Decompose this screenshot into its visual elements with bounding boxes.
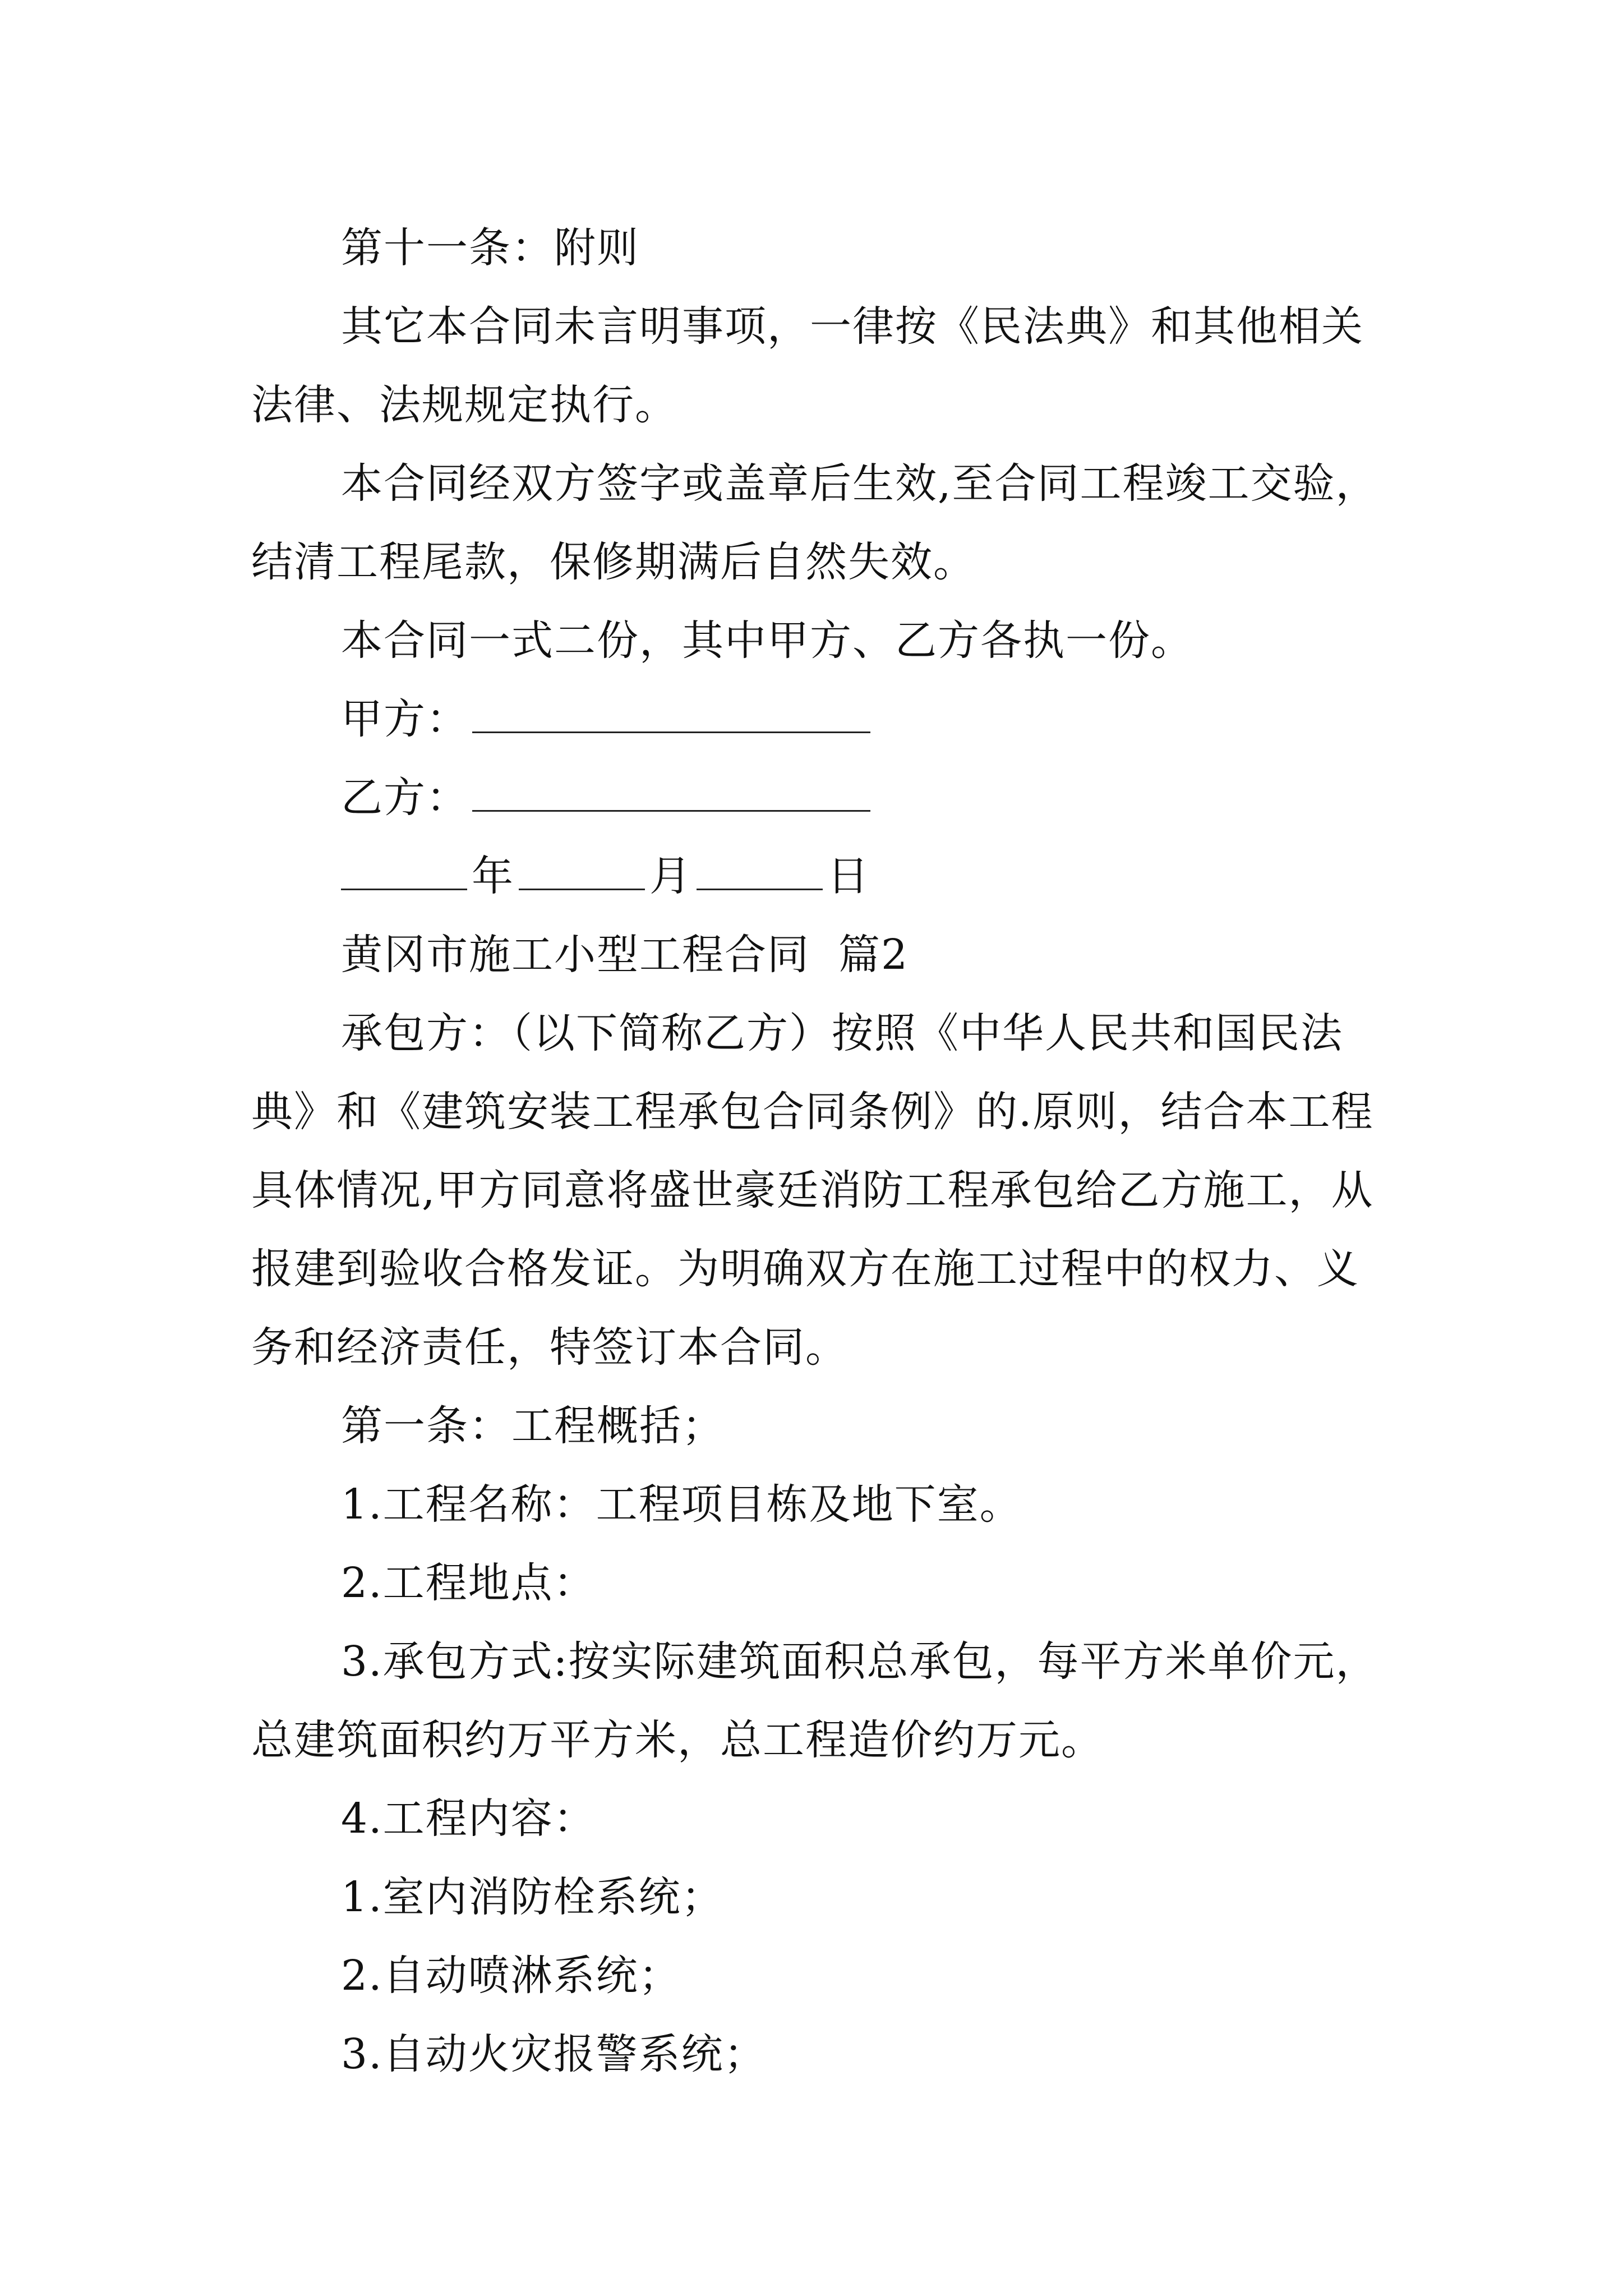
year-blank <box>341 849 467 890</box>
day-label: 日 <box>827 852 870 900</box>
list-item: 3.自动火灾报警系统； <box>341 2030 767 2078</box>
paragraph: 本合同一式二份，其中甲方、乙方各执一份。 <box>341 616 1193 665</box>
list-item: 4.工程内容： <box>341 1795 596 1843</box>
list-item: 3.承包方式:按实际建筑面积总承包，每平方米单价元，总建筑面积约万平方米，总工程造价约万元。 <box>251 1637 1378 1764</box>
party-b-blank <box>472 771 870 812</box>
section-2-title: 黄冈市施工小型工程合同 篇2 <box>341 931 909 979</box>
paragraph: 其它本合同未言明事项，一律按《民法典》和其他相关法律、法规规定执行。 <box>251 302 1364 429</box>
article-11-heading: 第十一条：附则 <box>341 224 639 272</box>
party-b-label: 乙方： <box>341 774 469 822</box>
month-label: 月 <box>649 852 692 900</box>
list-item: 1.室内消防栓系统； <box>341 1873 724 1921</box>
list-item: 2.工程地点： <box>341 1559 596 1607</box>
document-body <box>251 209 1395 2093</box>
article-1-heading: 第一条：工程概括； <box>341 1402 725 1450</box>
party-a-blank <box>472 692 870 733</box>
day-blank <box>697 849 823 890</box>
month-blank <box>519 849 645 890</box>
list-item: 1.工程名称：工程项目栋及地下室。 <box>341 1480 1022 1529</box>
party-a-signature-line <box>251 680 1395 758</box>
party-b-signature-line <box>251 758 1395 837</box>
list-item: 2.自动喷淋系统； <box>341 1952 681 2000</box>
paragraph: 承包方：（以下简称乙方）按照《中华人民共和国民法典》和《建筑安装工程承包合同条例》的.原则，结合本工程具体情况,甲方同意将盛世豪廷消防工程承包给乙方施工，从报建到验收合格发证。为明确双方在施工过程中的权力、义务和经济责任，特签订本合同。 <box>251 1009 1374 1372</box>
year-label: 年 <box>472 852 514 900</box>
date-line <box>251 837 1395 915</box>
paragraph: 本合同经双方签字或盖章后生效,至合同工程竣工交验，结清工程尾款，保修期满后自然失效。 <box>251 459 1378 586</box>
party-a-label: 甲方： <box>341 695 469 743</box>
